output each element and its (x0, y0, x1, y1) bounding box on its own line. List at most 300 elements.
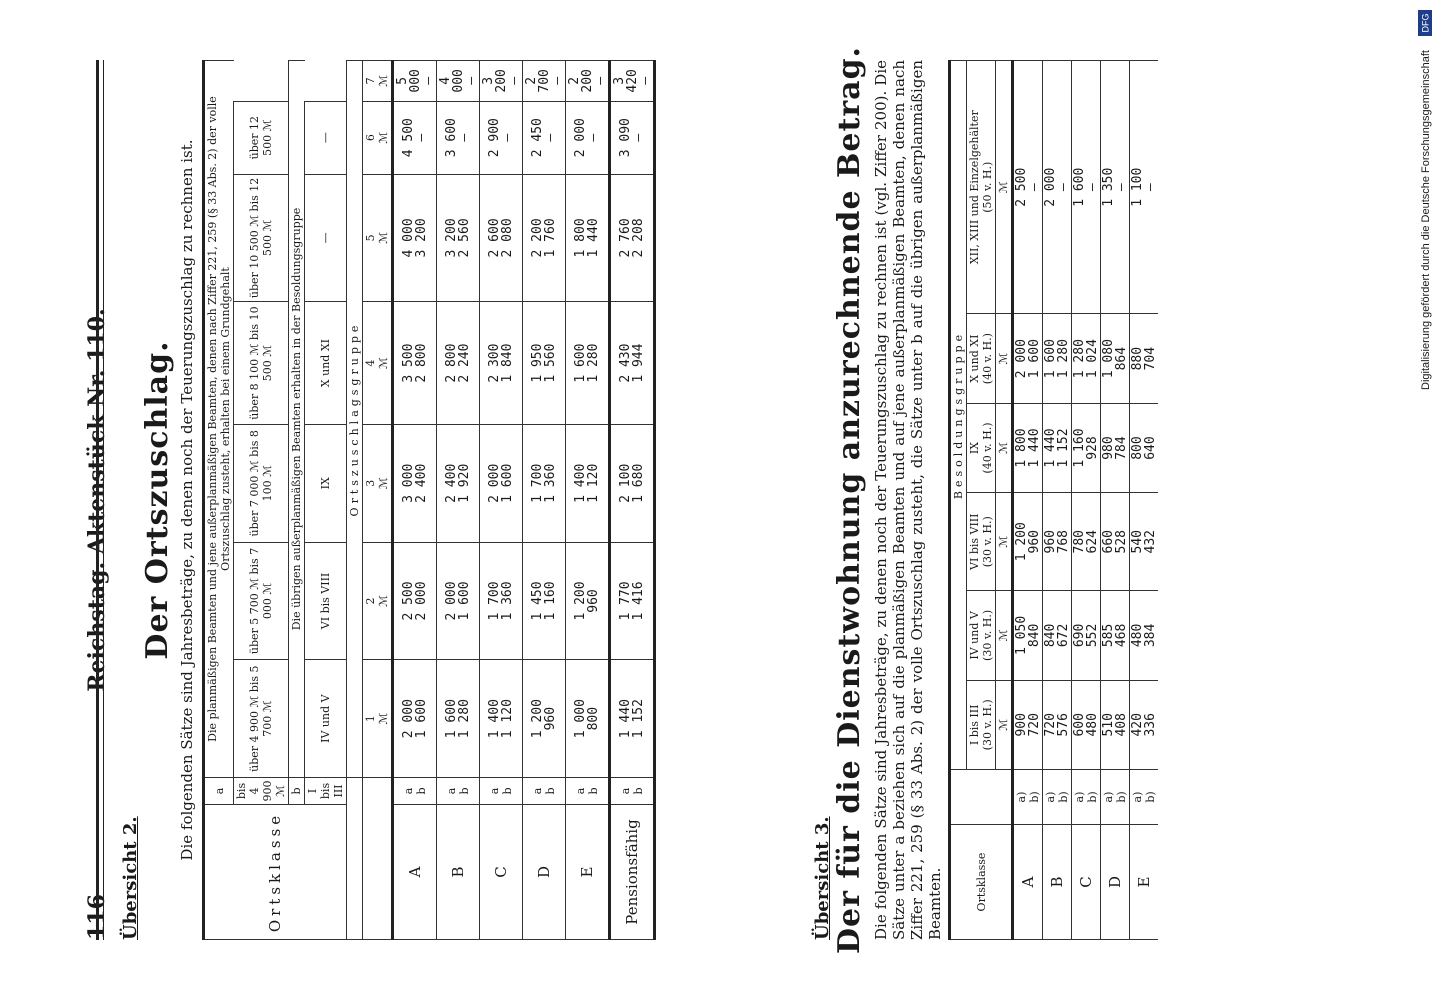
value-cell (566, 424, 610, 542)
value-b: — (1085, 183, 1100, 192)
dfg-logo (1418, 10, 1432, 36)
value-b: 960 (1027, 529, 1042, 554)
column-header-6 (967, 61, 996, 314)
value-cell (393, 61, 437, 102)
row-a-marker: a (204, 778, 234, 805)
value-b: 1 152 (631, 699, 646, 739)
ortsklasse-row-C (480, 61, 523, 940)
value-b: 528 (1114, 529, 1129, 554)
value-b: — (1143, 183, 1158, 192)
value-b: 864 (1114, 346, 1129, 371)
value-a: 3 000 (401, 463, 416, 503)
value-cell (566, 101, 610, 174)
value-a: 2 200 (566, 69, 595, 93)
value-cell (566, 660, 610, 778)
value-cell (523, 542, 566, 660)
unit-label: ℳ (996, 680, 1013, 769)
marker-a: a (402, 787, 415, 795)
value-cell (480, 542, 523, 660)
value-cell (1013, 61, 1043, 314)
value-cell (610, 101, 655, 174)
row-label: A (393, 805, 437, 940)
dienstwohnung-table (948, 60, 1158, 940)
value-b: — (420, 76, 436, 85)
value-a: 1 600 (1072, 167, 1087, 207)
value-b: — (463, 76, 479, 85)
unit-label: ℳ (377, 595, 390, 607)
value-a: 1 200 (530, 699, 545, 739)
value-b: 960 (586, 589, 601, 613)
value-b: — (549, 76, 565, 85)
besoldungsgruppe-6: — (305, 174, 347, 302)
value-a: 1 000 (573, 699, 588, 739)
ab-markers (1043, 770, 1072, 825)
value-b: 840 (1027, 623, 1042, 648)
value-a: 3 200 (480, 69, 509, 93)
value-a: 3 600 (444, 118, 459, 158)
row-label: D (523, 805, 566, 940)
ortsklasse-row-E (566, 61, 610, 940)
marker-a: a) (1015, 791, 1028, 803)
marker-a: a (574, 787, 587, 795)
group-7 (363, 61, 393, 102)
value-a: 1 100 (1130, 167, 1145, 207)
unit-label: ℳ (377, 357, 390, 369)
value-a: 780 (1072, 529, 1087, 554)
value-a: 2 500 (1014, 167, 1029, 207)
group-number-row (363, 61, 393, 940)
value-cell (480, 61, 523, 102)
salary-range-1: bis 4 900 ℳ (234, 778, 289, 805)
unit-label: ℳ (996, 314, 1013, 403)
row-label: Pensionsfähig (610, 805, 655, 940)
value-b: — (586, 133, 601, 142)
marker-a: a) (1102, 791, 1115, 803)
spacer-cell (363, 778, 393, 940)
ortsklasse-header-3: Ortsklasse (950, 825, 1013, 940)
ortszuschlag-table (202, 60, 656, 940)
group-number: 1 (364, 715, 377, 723)
value-cell (393, 660, 437, 778)
value-cell (566, 542, 610, 660)
value-b: 1 280 (457, 699, 472, 739)
value-cell (523, 302, 566, 425)
value-b: 2 208 (631, 218, 646, 258)
value-cell (1043, 680, 1072, 769)
column-header-5 (967, 314, 996, 403)
value-cell (1130, 680, 1159, 769)
marker-b: b (587, 787, 600, 795)
value-b: — (1056, 183, 1071, 192)
value-a: 585 (1101, 623, 1116, 648)
marker-b: b (415, 787, 428, 795)
salary-range-6: über 10 500 ℳ bis 12 500 ℳ (234, 174, 289, 302)
value-a: 2 400 (444, 463, 459, 503)
value-a: 510 (1101, 713, 1116, 737)
column-name: IX (968, 441, 981, 455)
row-label: E (566, 805, 610, 940)
value-b: 1 152 (1056, 428, 1071, 468)
column-name: IV und V (968, 611, 981, 660)
value-b: 1 280 (1056, 339, 1071, 379)
column-percent: (40 v. H.) (981, 422, 994, 474)
value-b: 672 (1056, 623, 1071, 648)
value-cell (1130, 61, 1159, 314)
value-b: — (414, 133, 429, 142)
value-a: 1 800 (573, 218, 588, 258)
column-percent: (30 v. H.) (981, 516, 994, 568)
value-a: 2 700 (523, 69, 552, 93)
marker-b: b) (1028, 791, 1041, 803)
section3-intro: Die folgenden Sätze sind Jahresbeträge, zu denen noch der Teuerungszuschlag zu rechnen ist (vgl. Ziffer 200). Die Sätze unter a beziehen sich auf die planmäßigen Beamten und auf jene außerplanmäßigen Beamten, denen nach Ziffer 221, 259 (§ 33 Abs. 2) der volle Ortszuschlag zusteht, die Sätze unter b auf die übrigen außerplanmäßigen Beamten. (872, 60, 944, 940)
value-b: 640 (1143, 436, 1158, 460)
value-b: 1 024 (1085, 339, 1100, 379)
ab-markers (1130, 770, 1159, 825)
value-a: 600 (1072, 713, 1087, 737)
value-cell (480, 174, 523, 302)
digitization-note (1420, 380, 1432, 390)
value-a: 540 (1130, 529, 1145, 554)
pension-row (610, 61, 655, 940)
value-b: — (1027, 183, 1042, 192)
value-a: 1 600 (1043, 339, 1058, 379)
value-b: 1 944 (631, 343, 646, 383)
value-b: 384 (1143, 623, 1158, 648)
value-a: 1 200 (1014, 522, 1029, 562)
section2-intro: Die folgenden Sätze sind Jahresbeträge, zu denen noch der Teuerungszuschlag zu rechnen ist. (178, 139, 196, 861)
value-b: 1 360 (500, 581, 515, 621)
marker-a: a (488, 787, 501, 795)
row-label: C (1072, 825, 1101, 940)
ab-markers (1013, 770, 1043, 825)
marker-b: b) (1057, 791, 1070, 803)
ab-markers (1101, 770, 1130, 825)
value-a: 1 080 (1101, 339, 1116, 379)
value-cell (393, 424, 437, 542)
ortsklasse-row-C (1072, 61, 1101, 940)
value-cell (523, 424, 566, 542)
value-cell (566, 61, 610, 102)
value-a: 2 000 (573, 118, 588, 158)
value-b: 2 800 (414, 343, 429, 383)
value-a: 1 700 (487, 581, 502, 621)
column-name: XII, XIII und Einzelgehälter (968, 110, 981, 265)
value-cell (393, 542, 437, 660)
value-a: 1 440 (618, 699, 633, 739)
value-b: 720 (1027, 713, 1042, 737)
group-2 (363, 542, 393, 660)
value-b: 336 (1143, 713, 1158, 737)
value-cell (437, 302, 480, 425)
group-number: 4 (364, 359, 377, 367)
value-cell (1072, 493, 1101, 591)
section2-title: Der Ortszuschlag. (140, 340, 175, 660)
value-cell (480, 660, 523, 778)
ortsklasse-header: Ortsklasse (204, 805, 347, 940)
value-b: 800 (586, 706, 601, 731)
unit-label: ℳ (377, 75, 390, 87)
ab-markers (1072, 770, 1101, 825)
value-cell (437, 101, 480, 174)
value-a: 2 300 (487, 343, 502, 383)
value-b: 1 600 (414, 699, 429, 739)
value-a: 2 450 (530, 118, 545, 158)
header-rule (96, 60, 99, 940)
unit-label: ℳ (996, 403, 1013, 492)
value-a: 1 700 (530, 463, 545, 503)
value-b: 2 000 (414, 581, 429, 621)
value-cell (1043, 403, 1072, 492)
ortsklasse-row-E (1130, 61, 1159, 940)
row-label: B (1043, 825, 1072, 940)
value-b: 1 600 (457, 581, 472, 621)
value-b: 1 600 (1027, 339, 1042, 379)
value-cell (1130, 314, 1159, 403)
header-b: Die übrigen außerplanmäßigen Beamten erhalten in der Besoldungsgruppe (289, 61, 305, 778)
besoldungsgruppe-4: IX (305, 424, 347, 542)
spacer-cell (347, 778, 363, 940)
value-b: 552 (1085, 623, 1100, 648)
value-b: 1 416 (631, 581, 646, 621)
value-b: 1 440 (586, 218, 601, 258)
value-b: 432 (1143, 529, 1158, 554)
group-4 (363, 302, 393, 425)
value-b: — (500, 133, 515, 142)
marker-b: b) (1086, 791, 1099, 803)
value-a: 1 200 (573, 581, 588, 621)
value-a: 1 050 (1014, 615, 1029, 655)
value-a: 2 500 (401, 581, 416, 621)
besoldungsgruppe-label: Besoldungsgruppe (950, 61, 967, 770)
marker-col-head (950, 770, 1013, 825)
value-b: 2 560 (457, 218, 472, 258)
value-a: 1 950 (530, 343, 545, 383)
value-b: 1 360 (543, 463, 558, 503)
value-b: — (543, 133, 558, 142)
value-b: 1 280 (586, 343, 601, 383)
value-b: 1 120 (586, 463, 601, 503)
value-b: 1 760 (543, 218, 558, 258)
value-a: 960 (1043, 529, 1058, 554)
ab-markers (480, 778, 523, 805)
ortsklasse-row-B (437, 61, 480, 940)
value-a: 2 900 (487, 118, 502, 158)
value-cell (1072, 680, 1101, 769)
group-1 (363, 660, 393, 778)
salary-range-4: über 7 000 ℳ bis 8 100 ℳ (234, 424, 289, 542)
value-cell (610, 302, 655, 425)
value-a: 2 430 (618, 343, 633, 383)
value-a: 2 200 (530, 218, 545, 258)
value-a: 880 (1130, 346, 1145, 371)
marker-b: b) (1144, 791, 1157, 803)
value-b: 928 (1085, 436, 1100, 460)
value-a: 1 770 (618, 581, 633, 621)
unit-label: ℳ (996, 493, 1013, 591)
group-number: 5 (364, 234, 377, 242)
value-a: 1 400 (487, 699, 502, 739)
value-b: — (506, 76, 522, 85)
value-a: 1 440 (1043, 428, 1058, 468)
besoldungsgruppe-1: I bis III (305, 778, 347, 805)
value-cell (1013, 403, 1043, 492)
value-a: 2 600 (487, 218, 502, 258)
value-b: 1 560 (543, 343, 558, 383)
value-cell (1043, 61, 1072, 314)
value-cell (610, 542, 655, 660)
value-b: 2 240 (457, 343, 472, 383)
value-cell (437, 660, 480, 778)
value-cell (610, 424, 655, 542)
value-a: 4 000 (401, 218, 416, 258)
value-cell (610, 61, 655, 102)
value-cell (1072, 403, 1101, 492)
value-cell (1072, 61, 1101, 314)
value-a: 3 090 (618, 118, 633, 158)
value-b: 1 440 (1027, 428, 1042, 468)
value-a: 1 450 (530, 581, 545, 621)
value-cell (1101, 591, 1130, 680)
value-b: 784 (1114, 436, 1129, 460)
value-a: 840 (1043, 623, 1058, 648)
value-cell (393, 174, 437, 302)
value-cell (523, 101, 566, 174)
page-number: 116 (84, 894, 110, 940)
value-b: 1 920 (457, 463, 472, 503)
salary-range-2: über 4 900 ℳ bis 5 700 ℳ (234, 660, 289, 778)
value-cell (480, 101, 523, 174)
value-cell (1130, 591, 1159, 680)
value-b: 576 (1056, 713, 1071, 737)
unit-label: ℳ (996, 61, 1013, 314)
salary-range-7: über 12 500 ℳ (234, 101, 289, 174)
value-cell (1101, 314, 1130, 403)
ab-markers (610, 778, 655, 805)
value-cell (1013, 314, 1043, 403)
value-a: 800 (1130, 436, 1145, 460)
value-b: 960 (543, 706, 558, 731)
value-cell (566, 302, 610, 425)
besoldungsgruppe-2: IV und V (305, 660, 347, 778)
value-cell (523, 61, 566, 102)
value-a: 1 280 (1072, 339, 1087, 379)
value-b: — (457, 133, 472, 142)
value-a: 1 600 (444, 699, 459, 739)
value-a: 420 (1130, 713, 1145, 737)
column-percent: (40 v. H.) (981, 333, 994, 385)
section2-label: Übersicht 2. (120, 816, 141, 940)
marker-b: b (458, 787, 471, 795)
column-name: I bis III (968, 704, 981, 746)
value-cell (437, 61, 480, 102)
value-cell (437, 174, 480, 302)
column-header-2 (967, 591, 996, 680)
marker-a: a (531, 787, 544, 795)
unit-label: ℳ (377, 477, 390, 490)
marker-a: a (445, 787, 458, 795)
value-a: 4 000 (437, 69, 466, 93)
unit-label: ℳ (377, 232, 390, 244)
marker-b: b (632, 787, 645, 795)
value-b: — (637, 76, 653, 85)
value-cell (1013, 591, 1043, 680)
value-a: 720 (1043, 713, 1058, 737)
value-cell (1101, 493, 1130, 591)
value-a: 3 420 (611, 69, 640, 93)
column-name: VI bis VIII (968, 513, 981, 570)
value-cell (1043, 493, 1072, 591)
value-a: 2 000 (487, 463, 502, 503)
column-header-1 (967, 680, 996, 769)
value-a: 1 350 (1101, 167, 1116, 207)
value-a: 2 000 (444, 581, 459, 621)
row-label: E (1130, 825, 1159, 940)
value-cell (1072, 591, 1101, 680)
salary-range-5: über 8 100 ℳ bis 10 500 ℳ (234, 302, 289, 425)
value-a: 2 000 (1014, 339, 1029, 379)
value-a: 2 800 (444, 343, 459, 383)
value-a: 480 (1130, 623, 1145, 648)
group-number: 7 (364, 77, 377, 85)
value-b: 1 120 (500, 699, 515, 739)
value-cell (1043, 591, 1072, 680)
header-rule-thin (103, 60, 104, 940)
ortsklasse-row-D (1101, 61, 1130, 940)
value-a: 690 (1072, 623, 1087, 648)
value-a: 2 000 (401, 699, 416, 739)
value-a: 3 200 (444, 218, 459, 258)
value-b: — (1114, 183, 1129, 192)
marker-a: a) (1073, 791, 1086, 803)
value-cell (1101, 61, 1130, 314)
value-b: 408 (1114, 713, 1129, 737)
value-b: 480 (1085, 713, 1100, 737)
value-b: 1 600 (500, 463, 515, 503)
dfg-logo-text: DFG (1420, 13, 1430, 33)
marker-b: b) (1115, 791, 1128, 803)
group-number: 6 (364, 134, 377, 142)
unit-label: ℳ (377, 712, 390, 725)
value-a: 900 (1014, 713, 1029, 737)
value-cell (610, 660, 655, 778)
value-b: 1 680 (631, 463, 646, 503)
value-b: 1 840 (500, 343, 515, 383)
besoldungsgruppe-3: VI bis VIII (305, 542, 347, 660)
ab-markers (393, 778, 437, 805)
value-cell (437, 424, 480, 542)
value-a: 2 000 (1043, 167, 1058, 207)
column-header-3 (967, 493, 996, 591)
value-cell (1013, 680, 1043, 769)
group-number: 2 (364, 597, 377, 605)
value-a: 660 (1101, 529, 1116, 554)
marker-a: a) (1131, 791, 1144, 803)
column-percent: (30 v. H.) (981, 699, 994, 751)
value-b: — (631, 133, 646, 142)
value-b: 768 (1056, 529, 1071, 554)
unit-label: ℳ (377, 131, 390, 144)
value-cell (1130, 403, 1159, 492)
value-a: 2 760 (618, 218, 633, 258)
value-b: 704 (1143, 346, 1158, 371)
group-3 (363, 424, 393, 542)
group-5 (363, 174, 393, 302)
value-b: 624 (1085, 529, 1100, 554)
value-cell (523, 660, 566, 778)
marker-a: a) (1044, 791, 1057, 803)
ortsklasse-row-A (1013, 61, 1043, 940)
unit-label: ℳ (996, 591, 1013, 680)
